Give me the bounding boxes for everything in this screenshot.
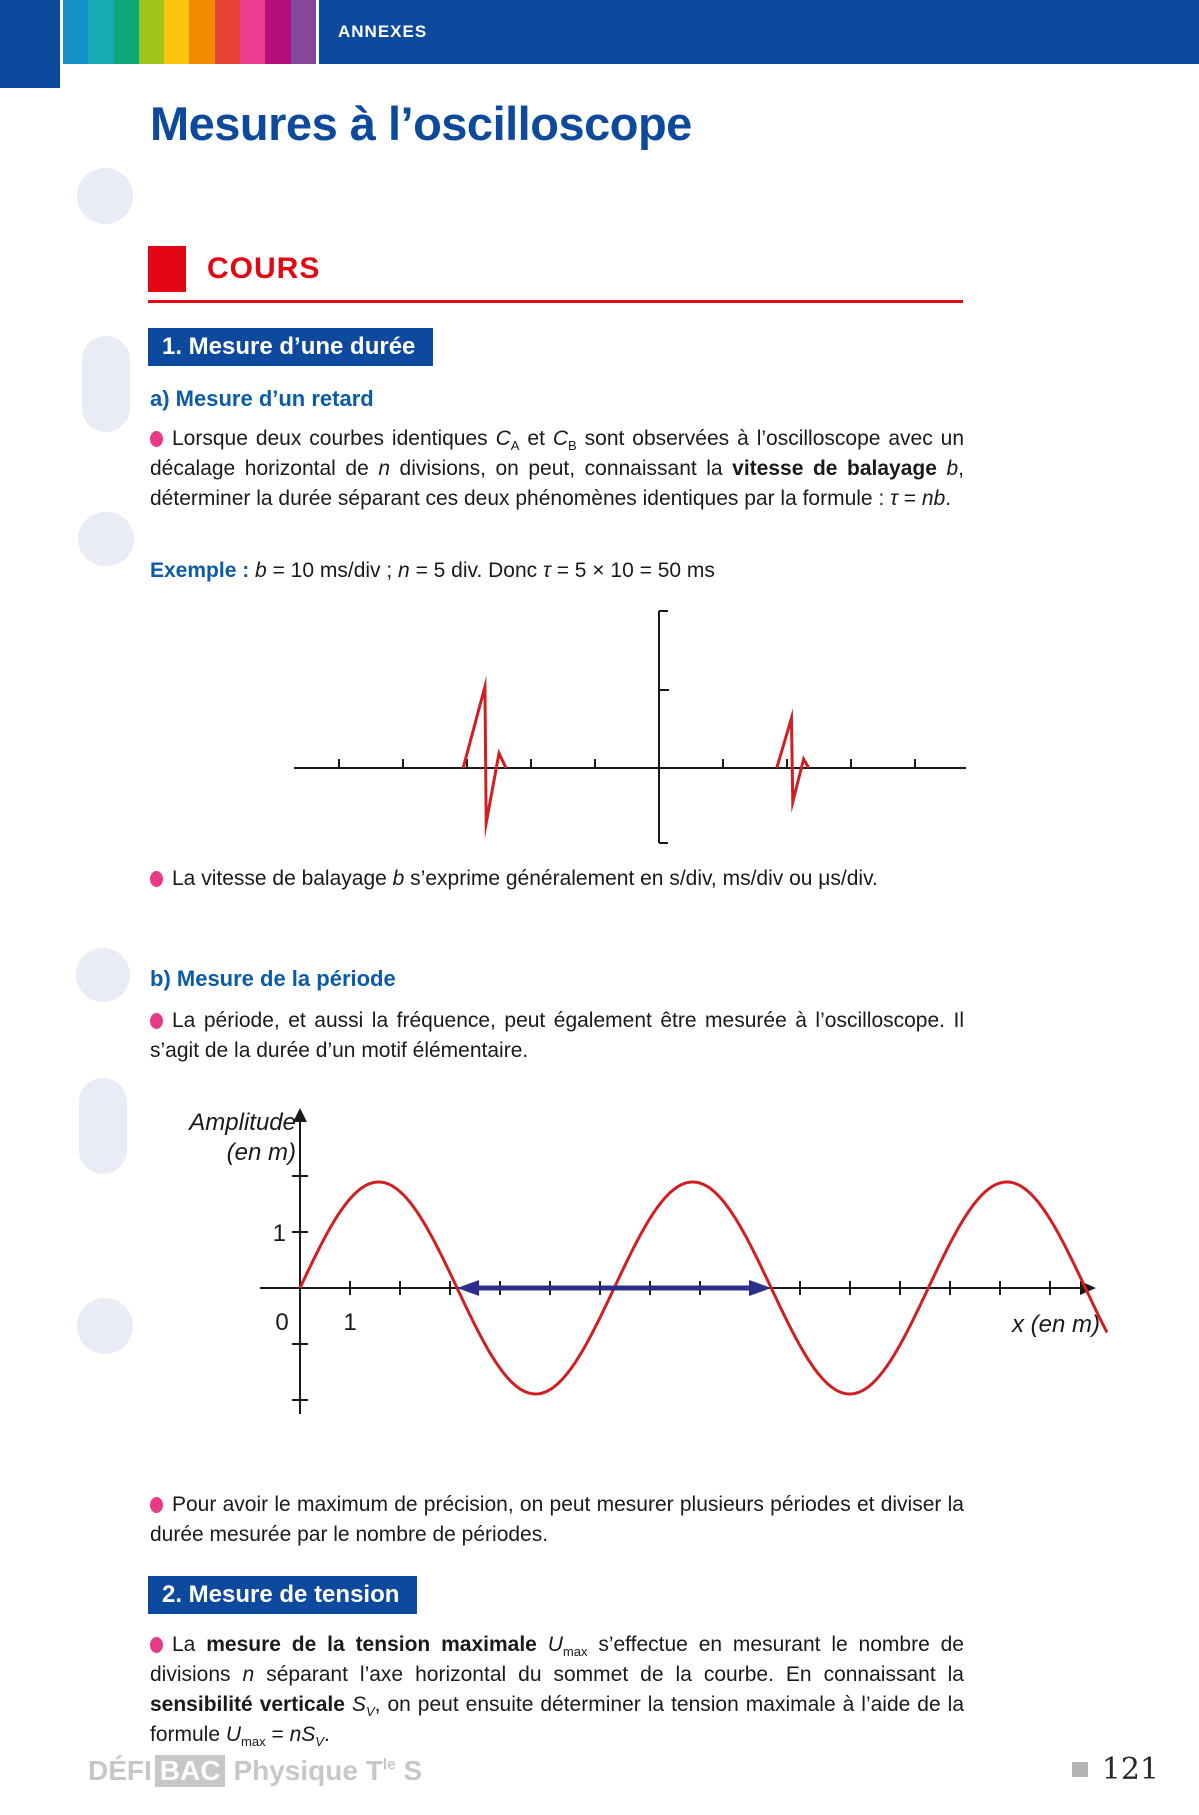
section-2-heading: 2. Mesure de tension — [148, 1576, 417, 1614]
color-stripe — [88, 0, 113, 64]
margin-pill — [82, 336, 130, 432]
svg-text:0: 0 — [275, 1309, 289, 1336]
margin-dot — [77, 168, 133, 224]
svg-text:x (en m): x (en m) — [1011, 1311, 1100, 1338]
svg-text:1: 1 — [343, 1309, 357, 1336]
color-stripe — [240, 0, 265, 64]
color-stripe — [114, 0, 139, 64]
page-number-square-icon — [1072, 1762, 1088, 1777]
paragraph-balayage: La vitesse de balayage b s’exprime généralement en s/div, ms/div ou μs/div. — [150, 864, 964, 894]
bullet-icon — [150, 1497, 163, 1513]
color-stripe — [63, 0, 88, 64]
paragraph-retard: Lorsque deux courbes identiques $C_A$ et $C_B$ sont observées à l’oscilloscope avec un décalage horizontal de n divisions, on peut, connaissant la vitesse de balayage b, déterminer la durée séparant ces deux phénomènes identiques par la formule : τ = nb. — [150, 427, 965, 510]
bullet-icon — [150, 871, 163, 887]
brand-bac: BAC — [155, 1755, 226, 1787]
brand-level: $T^{le}$ S — [365, 1755, 423, 1786]
color-stripe — [215, 0, 240, 64]
page-title: Mesures à l’oscilloscope — [150, 97, 692, 150]
brand-defi: DÉFI — [88, 1755, 152, 1786]
paragraph-precision: Pour avoir le maximum de précision, on peut mesurer plusieurs périodes et diviser la durée mesurée par le nombre de périodes. — [150, 1493, 964, 1546]
header-bar — [319, 0, 1199, 64]
svg-text:Amplitude: Amplitude — [189, 1109, 296, 1136]
color-stripe — [291, 0, 316, 64]
page-number-block — [1072, 1752, 1159, 1787]
subsection-b-heading: b) Mesure de la période — [150, 966, 396, 991]
bullet-icon — [150, 431, 163, 447]
page-number: 121 — [1101, 1752, 1159, 1787]
header-section-label: ANNEXES — [338, 22, 428, 41]
delay-figure — [0, 530, 1199, 860]
period-figure — [0, 1100, 1199, 1420]
cours-square-icon — [148, 246, 186, 292]
color-stripe — [189, 0, 214, 64]
color-stripe — [164, 0, 189, 64]
bullet-icon — [150, 1637, 163, 1653]
paragraph-tension: La mesure de la tension maximale $U_{max}$ s’effectue en mesurant le nombre de divisions n séparant l’axe horizontal du sommet de la courbe. En connaissant la sensibilité verticale $S_V$, on peut ensuite déterminer la tension maximale à l’aide de la formule $U_{max} = nS_V$. — [150, 1633, 964, 1750]
paragraph-periode: La période, et aussi la fréquence, peut également être mesurée à l’oscilloscope. Il s’agit de la durée d’un motif élémentaire. — [150, 1009, 964, 1062]
paragraph-exemple: Exemple : b = 10 ms/div ; n = 5 div. Donc τ = 5 × 10 = 50 ms — [150, 559, 715, 582]
section-1-heading: 1. Mesure d’une durée — [148, 328, 433, 366]
brand-logo — [88, 1750, 422, 1792]
left-corner-tab — [0, 0, 60, 88]
margin-dot — [76, 948, 130, 1002]
svg-text:(en m): (en m) — [226, 1139, 296, 1166]
color-stripes — [63, 0, 316, 64]
bullet-icon — [150, 1013, 163, 1029]
cours-heading: COURS — [207, 252, 321, 285]
color-stripe — [139, 0, 164, 64]
cours-rule — [148, 300, 963, 303]
brand-course: Physique — [233, 1755, 358, 1786]
svg-text:1: 1 — [272, 1220, 286, 1247]
subsection-a-heading: a) Mesure d’un retard — [150, 386, 374, 411]
color-stripe — [265, 0, 290, 64]
